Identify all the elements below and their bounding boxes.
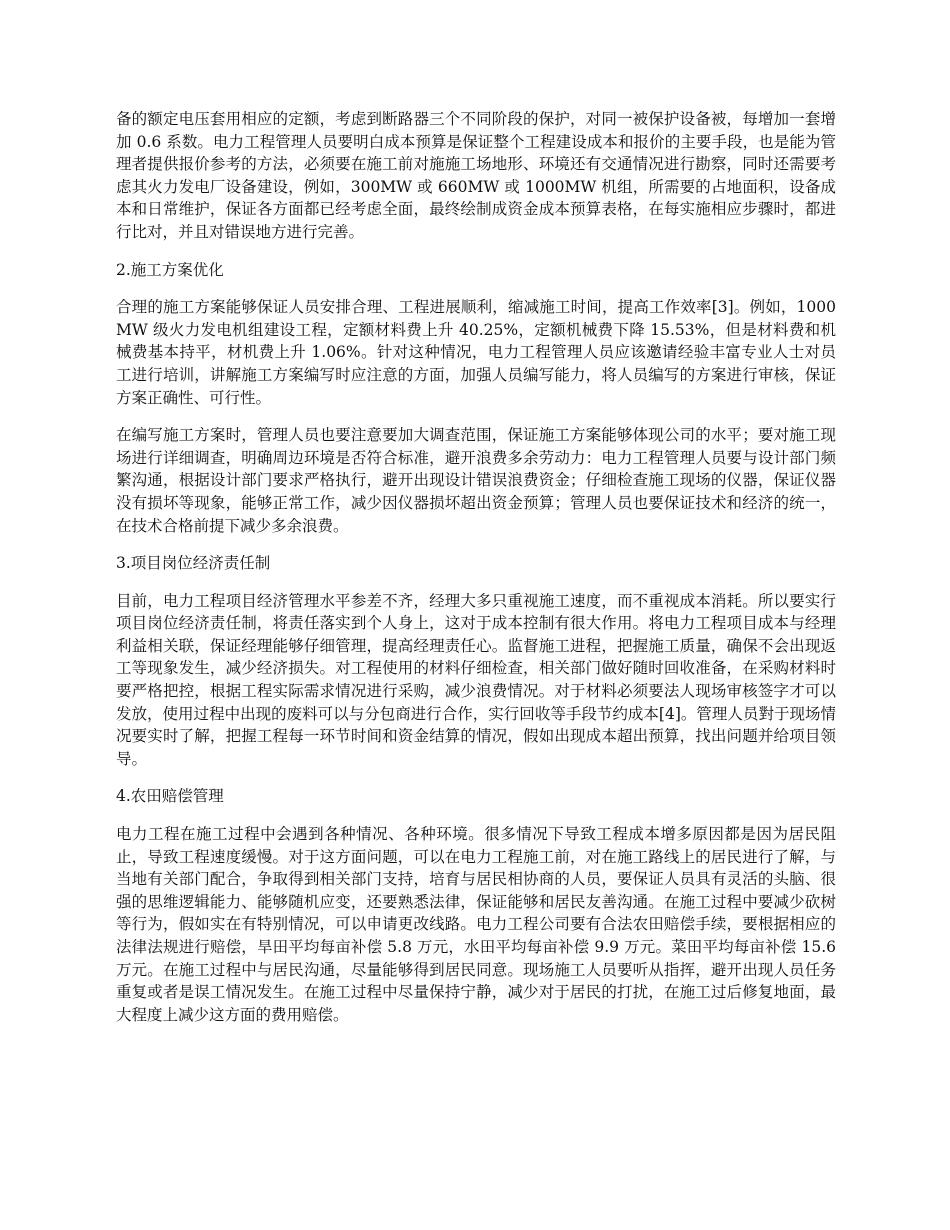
paragraph-intro-continuation: 备的额定电压套用相应的定额，考虑到断路器三个不同阶段的保护，对同一被保护设备被，每增加一套增加 0.6 系数。电力工程管理人员要明白成本预算是保证整个工程建设成本和报价的主要手段，也是能为管理者提供报价参考的方法，必须要在施工前对施施工场地形、环境还有交通情况进行勘察，同时还需要考虑其火力发电厂设备建设，例如，300MW 或 660MW 或 1000MW 机组，所需要的占地面积，设备成本和日常维护，保证各方面都已经考虑全面，最终绘制成资金成本预算表格，在每实施相应步骤时，都进行比对，并且对错误地方进行完善。	[116, 110, 836, 241]
paragraph-construction-plan-1: 合理的施工方案能够保证人员安排合理、工程进展顺利，缩减施工时间，提高工作效率[3]。例如，1000MW 级火力发电机组建设工程，定额材料费上升 40.25%，定额机械费下降 15.53%，但是材料费和机械费基本持平，材机费上升 1.06%。针对这种情况，电力工程管理人员应该邀请经验丰富专业人士对员工进行培训，讲解施工方案编写时应注意的方面，加强人员编写能力，将人员编写的方案进行审核，保证方案正确性、可行性。	[116, 298, 836, 407]
section-heading-farmland-compensation: 4.农田赔偿管理	[116, 787, 224, 806]
paragraph-farmland-compensation: 电力工程在施工过程中会遇到各种情况、各种环境。很多情况下导致工程成本增多原因都是因为居民阻止，导致工程速度缓慢。对于这方面问题，可以在电力工程施工前，对在施工路线上的居民进行了解，与当地有关部门配合，争取得到相关部门支持，培育与居民相协商的人员，要保证人员具有灵活的头脑、很强的思维逻辑能力、能够随机应变，还要熟悉法律，保证能够和居民友善沟通。在施工过程中要减少砍树等行为，假如实在有特别情况，可以申请更改线路。电力工程公司要有合法农田赔偿手续，要根据相应的法律法规进行赔偿，旱田平均每亩补偿 5.8 万元，水田平均每亩补偿 9.9 万元。菜田平均每亩补偿 15.6 万元。在施工过程中与居民沟通，尽量能够得到居民同意。现场施工人员要听从指挥，避开出现人员任务重复或者是误工情况发生。在施工过程中尽量保持宁静，减少对于居民的打扰，在施工过后修复地面，最大程度上减少这方面的费用赔偿。	[116, 825, 836, 1024]
paragraph-responsibility-system: 目前，电力工程项目经济管理水平参差不齐，经理大多只重视施工速度，而不重视成本消耗。所以要实行项目岗位经济责任制，将责任落实到个人身上，这对于成本控制有很大作用。将电力工程项目成本与经理利益相关联，保证经理能够仔细管理，提高经理责任心。监督施工进程，把握施工质量，确保不会出现返工等现象发生，减少经济损失。对工程使用的材料仔细检查，相关部门做好随时回收准备，在采购材料时要严格把控，根据工程实际需求情况进行采购，减少浪费情况。对于材料必须要法人现场审核签字才可以发放，使用过程中出现的废料可以与分包商进行合作，实行回收等手段节约成本[4]。管理人员對于现场情况要实时了解，把握工程每一环节时间和资金结算的情况，假如出现成本超出预算，找出问题并给项目领导。	[116, 591, 836, 768]
section-heading-construction-plan: 2.施工方案优化	[116, 260, 224, 279]
document-body	[116, 108, 836, 1041]
paragraph-construction-plan-2: 在编写施工方案时，管理人员也要注意要加大调查范围，保证施工方案能够体现公司的水平；要对施工现场进行详细调查，明确周边环境是否符合标准，避开浪费多余劳动力：电力工程管理人员要与设计部门频繁沟通，根据设计部门要求严格执行，避开出现设计错误浪费资金；仔细检查施工现场的仪器，保证仪器没有损坏等现象，能够正常工作，减少因仪器损坏超出资金预算；管理人员也要保证技术和经济的统一，在技术合格前提下减少多余浪费。	[116, 426, 836, 535]
section-heading-responsibility-system: 3.项目岗位经济责任制	[116, 554, 271, 573]
